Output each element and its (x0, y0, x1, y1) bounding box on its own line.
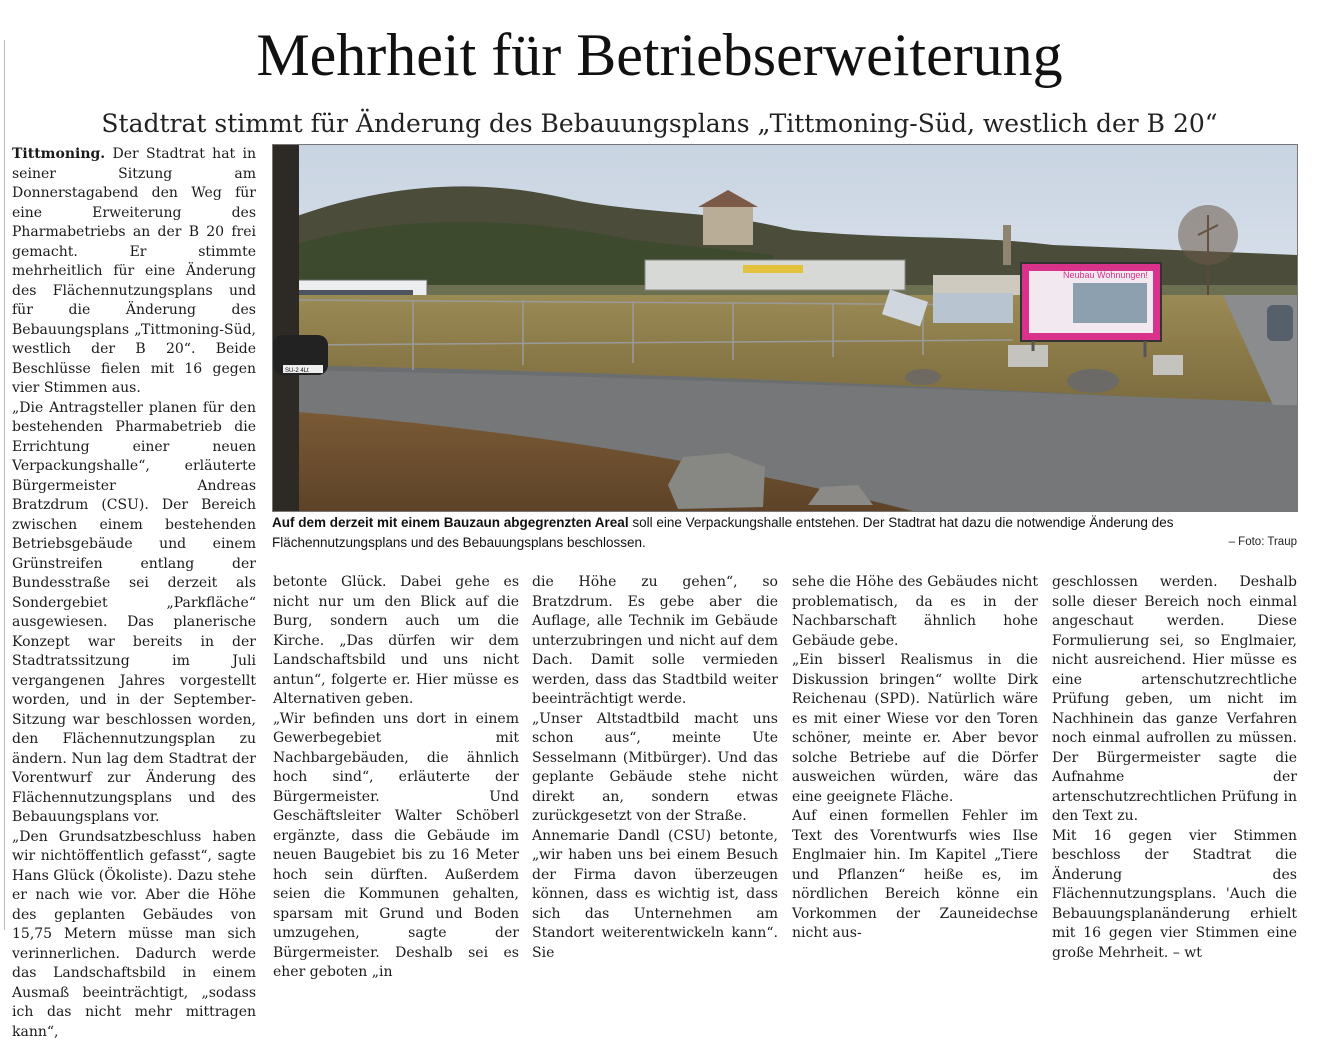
subheadline: Stadtrat stimmt für Änderung des Bebauungsplans „Tittmoning-Süd, westlich der B 20“ (101, 109, 1218, 138)
photo-caption (272, 513, 1297, 553)
article-column-5: geschlossen werden. Deshalb solle dieser Bereich noch einmal angeschaut werden. Diese Formulierung sei, so Englmaier, nicht ausreichend. Hier müsse es eine artenschutzrechtliche Prüfung geben, um nicht im Nachhinein das ganze Verfahren noch einmal aufrollen zu müssen. Der Bürgermeister sagte die Aufnahme der artenschutzrechtlichen Prüfung in den Text zu. Mit 16 gegen vier Stimmen beschloss der Stadtrat die Änderung des Flächennutzungsplans. 'Auch die Bebauungsplanänderung erhielt mit 16 gegen vier Stimmen eine große Mehrheit. – wt (1052, 574, 1297, 961)
dateline: Tittmoning. (12, 146, 106, 162)
column-rule (4, 40, 5, 930)
caption-text: soll eine Verpackungshalle entstehen. Der Stadtrat hat dazu die notwendige Änderung des Flächennutzungsplans und des Bebauungsplans beschlossen. (272, 515, 1174, 550)
article-photo (272, 144, 1298, 512)
photo-credit: – Foto: Traup (1228, 536, 1297, 548)
article-column-2: betonte Glück. Dabei gehe es nicht nur um den Blick auf die Burg, sondern auch um die Kirche. „Das dürfen wir dem Landschaftsbild und uns nicht antun“, folgerte er. Hier müsse es Alternativen geben. „Wir befinden uns dort in einem Gewerbegebiet mit Nachbargebäuden, die ähnlich hoch sind“, erläuterte der Bürgermeister. Und Geschäftsleiter Walter Schöberl ergänzte, dass die Gebäude im neuen Baugebiet bis zu 16 Meter hoch sein dürften. Außerdem seien die Kommunen gehalten, sparsam mit Grund und Boden umzugehen, sagte der Bürgermeister. Deshalb sei es eher geboten „in (273, 574, 519, 980)
article-column-3: die Höhe zu gehen“, so Bratzdrum. Es gebe aber die Auflage, alle Technik im Gebäude unterzubringen und nicht auf dem Dach. Damit solle vermieden werden, dass das Stadtbild weiter beeinträchtigt werde. „Unser Altstadtbild macht uns schon aus“, meinte Ute Sesselmann (Mitbürger). Und das geplante Gebäude stehe nicht direkt an, sondern etwas zurückgesetzt von der Straße. Annemarie Dandl (CSU) betonte, „wir haben uns bei einem Besuch der Firma davon überzeugen können, dass es wichtig ist, dass sich das Unternehmen am Standort weiterentwickeln kann“. Sie (532, 574, 778, 961)
article-column-4: sehe die Höhe des Gebäudes nicht problematisch, da es in der Nachbarschaft ähnlich hohe Gebäude gebe. „Ein bisserl Realismus in die Diskussion bringen“ wollte Dirk Reichenau (SPD). Natürlich wäre es mit einer Wiese vor den Toren schöner, meinte er. Aber bevor solche Betriebe auf die Dörfer ausweichen würden, wäre das eine geeignete Fläche. Auf einen formellen Fehler im Text des Vorentwurfs wies Ilse Englmaier hin. Im Kapitel „Tiere und Pflanzen“ heiße es, im nördlichen Bereich könne ein Vorkommen der Zauneidechse nicht aus- (792, 574, 1038, 941)
photo-construction-site (273, 145, 1297, 511)
column-1-text: Der Stadtrat hat in seiner Sitzung am Donnerstagabend den Weg für eine Erweiterung des Pharmabetriebs an der B 20 frei gemacht. Er stimmte mehrheitlich für eine Änderung des Flächennutzungsplans und für die Änderung des Bebauungsplans „Tittmoning-Süd, westlich der B 20“. Beide Beschlüsse fielen mit 16 gegen vier Stimmen aus. „Die Antragsteller planen für den bestehenden Pharmabetrieb die Errichtung einer neuen Verpackungshalle“, erläuterte Bürgermeister Andreas Bratzdrum (CSU). Der Bereich zwischen einem bestehenden Betriebsgebäude und einem Grünstreifen entlang der Bundesstraße sei derzeit als Sondergebiet „Parkfläche“ ausgewiesen. Das planerische Konzept war bereits in der Stadtratssitzung im Juli vergangenen Jahres vorgestellt worden, und in der September-Sitzung war beschlossen worden, den Flächennutzungsplan zu ändern. Nun lag dem Stadtrat der Vorentwurf zur Änderung des Flächennutzungsplans und des Bebauungsplans vor. „Den Grundsatzbeschluss haben wir nichtöffentlich gefasst“, sagte Hans Glück (Ökoliste). Dazu stehe er nach wie vor. Aber die Höhe des geplanten Gebäudes von 15,75 Metern müsse man sich verinnerlichen. Dadurch werde das Landschaftsbild in einem Ausmaß beeinträchtigt, „sodass ich das nicht mehr mittragen kann“, (12, 146, 256, 1040)
headline: Mehrheit für Betriebserweiterung (256, 22, 1063, 88)
caption-bold: Auf dem derzeit mit einem Bauzaun abgegrenzten Areal (272, 515, 629, 530)
bus-plate: SU-2 4Lt (285, 368, 309, 374)
article-column-1 (12, 145, 256, 1042)
sign-title: Neubau Wohnungen! (1063, 270, 1148, 280)
